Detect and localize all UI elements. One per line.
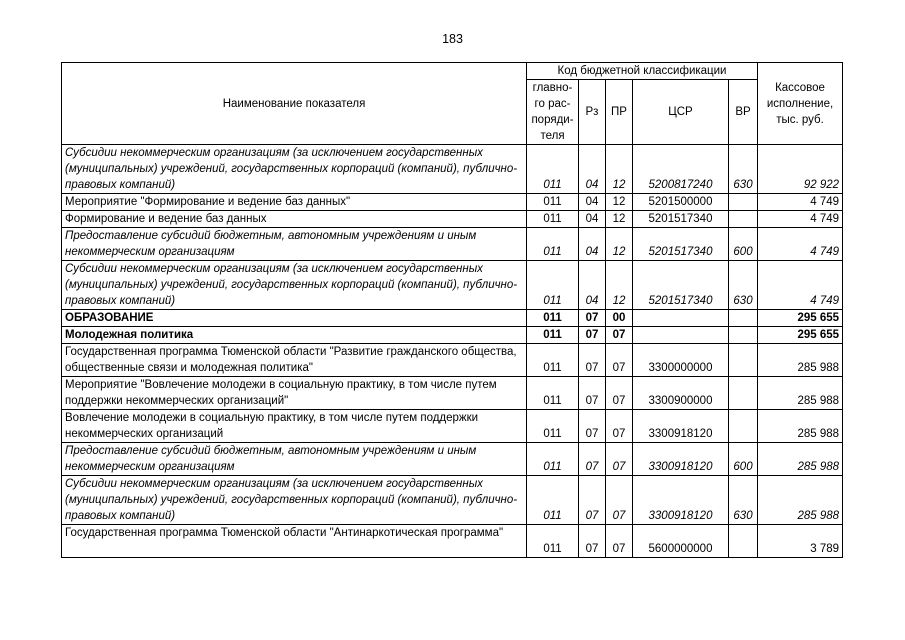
table-row — [62, 344, 843, 377]
row-glav: 011 — [527, 310, 579, 327]
header-vr: ВР — [729, 80, 758, 145]
row-csr: 5201517340 — [633, 211, 729, 228]
row-rz: 07 — [579, 310, 606, 327]
row-csr: 3300000000 — [633, 344, 729, 377]
table-row — [62, 476, 843, 525]
row-csr: 3300918120 — [633, 443, 729, 476]
row-amount: 4 749 — [758, 261, 843, 310]
row-vr: 630 — [729, 261, 758, 310]
header-csr: ЦСР — [633, 80, 729, 145]
row-csr: 5600000000 — [633, 525, 729, 558]
row-pr: 12 — [606, 261, 633, 310]
row-glav: 011 — [527, 327, 579, 344]
row-pr: 12 — [606, 145, 633, 194]
table-row — [62, 377, 843, 410]
row-amount: 285 988 — [758, 377, 843, 410]
row-pr: 07 — [606, 377, 633, 410]
table-row — [62, 327, 843, 344]
row-amount: 4 749 — [758, 194, 843, 211]
row-vr — [729, 310, 758, 327]
row-amount: 295 655 — [758, 327, 843, 344]
table-row — [62, 145, 843, 194]
row-csr: 3300900000 — [633, 377, 729, 410]
row-name: Субсидии некоммерческим организациям (за исключением государственных (муниципальных) учреждений, государственных корпораций (компаний), публично-правовых компаний) — [62, 261, 527, 310]
row-name: ОБРАЗОВАНИЕ — [62, 310, 527, 327]
row-vr — [729, 377, 758, 410]
row-rz: 04 — [579, 228, 606, 261]
row-csr: 5200817240 — [633, 145, 729, 194]
header-pr: ПР — [606, 80, 633, 145]
row-pr: 07 — [606, 410, 633, 443]
row-vr — [729, 525, 758, 558]
row-name: Предоставление субсидий бюджетным, автономным учреждениям и иным некоммерческим организациям — [62, 228, 527, 261]
row-name: Предоставление субсидий бюджетным, автономным учреждениям и иным некоммерческим организациям — [62, 443, 527, 476]
row-rz: 04 — [579, 261, 606, 310]
header-amount: Кассовое исполнение, тыс. руб. — [758, 63, 843, 145]
row-name: Вовлечение молодежи в социальную практику, в том числе путем поддержки некоммерческих организаций — [62, 410, 527, 443]
row-amount: 285 988 — [758, 476, 843, 525]
row-rz: 07 — [579, 327, 606, 344]
row-amount: 4 749 — [758, 228, 843, 261]
row-name: Формирование и ведение баз данных — [62, 211, 527, 228]
row-amount: 92 922 — [758, 145, 843, 194]
table-row — [62, 211, 843, 228]
table-row — [62, 228, 843, 261]
row-pr: 07 — [606, 443, 633, 476]
row-pr: 07 — [606, 476, 633, 525]
table-row — [62, 310, 843, 327]
row-amount: 295 655 — [758, 310, 843, 327]
row-csr — [633, 310, 729, 327]
row-csr: 3300918120 — [633, 410, 729, 443]
row-csr — [633, 327, 729, 344]
row-csr: 5201517340 — [633, 228, 729, 261]
row-rz: 07 — [579, 476, 606, 525]
row-glav: 011 — [527, 211, 579, 228]
row-pr: 12 — [606, 228, 633, 261]
row-vr: 630 — [729, 145, 758, 194]
budget-table — [61, 62, 843, 558]
row-vr — [729, 327, 758, 344]
row-glav: 011 — [527, 377, 579, 410]
row-vr — [729, 344, 758, 377]
page-number: 183 — [442, 32, 463, 46]
row-vr: 630 — [729, 476, 758, 525]
row-name: Молодежная политика — [62, 327, 527, 344]
row-glav: 011 — [527, 261, 579, 310]
table-row — [62, 443, 843, 476]
header-glav: главно-го рас-поряди-теля — [527, 80, 579, 145]
row-vr — [729, 211, 758, 228]
row-rz: 07 — [579, 377, 606, 410]
table-row — [62, 525, 843, 558]
table-body — [62, 145, 843, 558]
table-row — [62, 261, 843, 310]
row-glav: 011 — [527, 410, 579, 443]
row-amount: 4 749 — [758, 211, 843, 228]
header-name: Наименование показателя — [62, 63, 527, 145]
row-glav: 011 — [527, 525, 579, 558]
row-vr — [729, 194, 758, 211]
row-rz: 04 — [579, 145, 606, 194]
row-name: Субсидии некоммерческим организациям (за исключением государственных (муниципальных) учреждений, государственных корпораций (компаний), публично-правовых компаний) — [62, 145, 527, 194]
row-rz: 07 — [579, 443, 606, 476]
table-row — [62, 410, 843, 443]
row-name: Мероприятие "Вовлечение молодежи в социальную практику, в том числе путем поддержки некоммерческих организаций" — [62, 377, 527, 410]
row-pr: 07 — [606, 525, 633, 558]
header-rz: Рз — [579, 80, 606, 145]
row-amount: 285 988 — [758, 410, 843, 443]
row-name: Субсидии некоммерческим организациям (за исключением государственных (муниципальных) учреждений, государственных корпораций (компаний), публично-правовых компаний) — [62, 476, 527, 525]
row-vr — [729, 410, 758, 443]
row-amount: 3 789 — [758, 525, 843, 558]
row-rz: 04 — [579, 211, 606, 228]
row-csr: 5201517340 — [633, 261, 729, 310]
row-rz: 07 — [579, 344, 606, 377]
row-glav: 011 — [527, 443, 579, 476]
row-csr: 5201500000 — [633, 194, 729, 211]
row-glav: 011 — [527, 145, 579, 194]
row-vr: 600 — [729, 443, 758, 476]
row-pr: 07 — [606, 327, 633, 344]
row-glav: 011 — [527, 228, 579, 261]
row-rz: 07 — [579, 525, 606, 558]
table-row — [62, 194, 843, 211]
row-pr: 07 — [606, 344, 633, 377]
row-csr: 3300918120 — [633, 476, 729, 525]
table-header — [62, 63, 843, 145]
row-name: Государственная программа Тюменской области "Развитие гражданского общества, общественные связи и молодежная политика" — [62, 344, 527, 377]
row-amount: 285 988 — [758, 443, 843, 476]
row-pr: 00 — [606, 310, 633, 327]
row-glav: 011 — [527, 194, 579, 211]
row-glav: 011 — [527, 476, 579, 525]
row-pr: 12 — [606, 194, 633, 211]
row-pr: 12 — [606, 211, 633, 228]
row-glav: 011 — [527, 344, 579, 377]
header-code-group: Код бюджетной классификации — [527, 63, 758, 80]
row-name: Мероприятие "Формирование и ведение баз данных" — [62, 194, 527, 211]
row-rz: 04 — [579, 194, 606, 211]
row-name: Государственная программа Тюменской области "Антинаркотическая программа" — [62, 525, 527, 558]
row-amount: 285 988 — [758, 344, 843, 377]
row-rz: 07 — [579, 410, 606, 443]
row-vr: 600 — [729, 228, 758, 261]
